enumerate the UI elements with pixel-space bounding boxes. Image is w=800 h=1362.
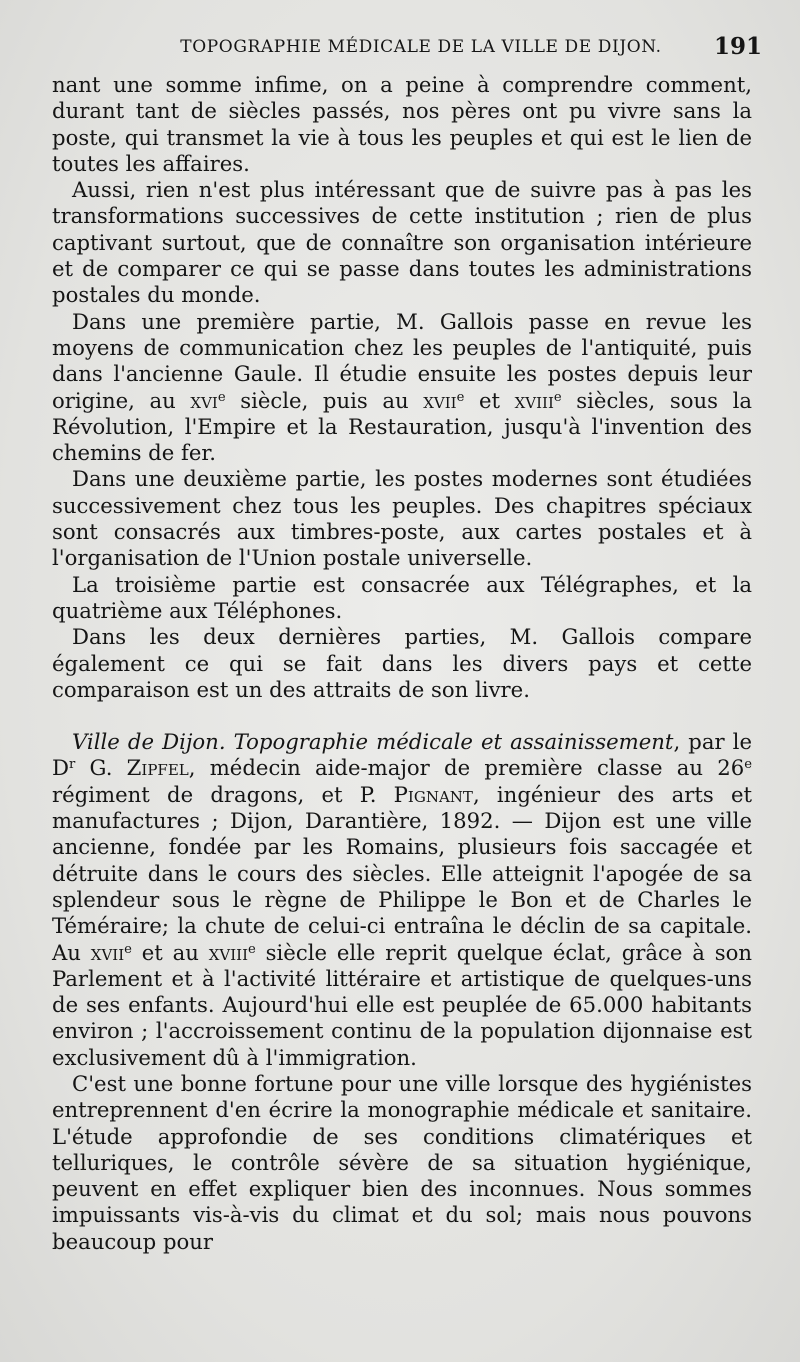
paragraph-review-dijon: [52, 729, 752, 1071]
text-run: et au: [131, 939, 209, 965]
ordinal-superscript: e: [124, 941, 132, 957]
ordinal-superscript: e: [456, 389, 465, 405]
ordinal-superscript: e: [744, 757, 752, 773]
page-number: 191: [713, 33, 762, 60]
ordinal-superscript: e: [248, 941, 256, 957]
paragraph-institution: Aussi, rien n'est plus intéressant que de suivre pas à pas les transformations successives de cette institution ; rien de plus captivant surtout, que de connaître son organisation intérieure et de comparer ce qui se passe dans toutes les administrations postales du monde.: [52, 177, 752, 308]
ordinal-superscript: e: [553, 389, 562, 405]
paragraph-last-parts: Dans les deux dernières parties, M. Gallois compare également ce qui se fait dans les divers pays et cette comparaison est un des attraits de son livre.: [52, 624, 752, 702]
running-title: TOPOGRAPHIE MÉDICALE DE LA VILLE DE DIJON.: [180, 37, 662, 57]
ordinal-superscript: e: [217, 389, 226, 405]
paragraph-continuation: nant une somme infime, on a peine à comprendre comment, durant tant de siècles passés, nos pères ont pu vivre sans la poste, qui transmet la vie à tous les peuples et qui est le lien de toutes les affaires.: [52, 72, 752, 176]
text-run: siècle, puis au: [225, 387, 424, 413]
running-head: [50, 33, 762, 72]
text-run: , par le D: [52, 729, 752, 781]
title-superscript: r: [69, 757, 76, 773]
paragraph-second-part: Dans une deuxième partie, les postes modernes sont étudiées successivement chez tous les peuples. Des chapitres spéciaux sont consacrés aux timbres-poste, aux cartes postales et à l'organisation de l'Union postale universelle.: [52, 466, 752, 571]
text-run: , médecin aide-major de première classe au 26: [188, 755, 745, 781]
body-text: [52, 72, 752, 1255]
author-name: Zipfel: [126, 755, 189, 781]
text-run: et: [464, 387, 515, 413]
century-numeral: xvii: [423, 387, 457, 413]
century-numeral: xvi: [190, 387, 218, 413]
text-run: régiment de dragons, et P.: [52, 781, 394, 807]
text-run: G.: [75, 755, 127, 781]
text-run: siècles, sous la Révolution, l'Empire et la Restauration, jusqu'à l'invention des chemins de fer.: [52, 387, 752, 466]
text-run: Dans une première partie, M. Gallois passe en revue les moyens de communication chez les peuples de l'antiquité, puis dans l'ancienne Gaule. Il étudie ensuite les postes depuis leur origine, au: [52, 308, 752, 413]
text-run: , ingénieur des arts et manufactures ; Dijon, Darantière, 1892. — Dijon est une ville ancienne, fondée par les Romains, plusieurs fois saccagée et détruite dans le cours des siècles. Elle atteignit l'apogée de sa splendeur sous le règne de Philippe le Bon et de Charles le Téméraire; la chute de celui-ci entraîna le déclin de sa capitale. Au: [52, 781, 753, 965]
paragraph-third-part: La troisième partie est consacrée aux Télégraphes, et la quatrième aux Téléphones.: [52, 571, 752, 623]
paragraph-first-part: [52, 309, 752, 467]
paragraph-hygienists: C'est une bonne fortune pour une ville lorsque des hygiénistes entreprennent d'en écrire la monographie médicale et sanitaire. L'étude approfondie de ses conditions climatériques et telluriques, le contrôle sévère de sa situation hygiénique, peuvent en effet expliquer bien des inconnues. Nous sommes impuissants vis-à-vis du climat et du sol; mais nous pouvons beaucoup pour: [52, 1070, 752, 1254]
review-title: Ville de Dijon. Topographie médicale et assainissement: [72, 729, 674, 755]
author-name: Pignant: [393, 781, 473, 807]
century-numeral: xvii: [90, 939, 125, 965]
century-numeral: xviii: [208, 939, 249, 965]
text-run: siècle elle reprit quelque éclat, grâce à son Parlement et à l'activité littéraire et artistique de quelques-uns de ses enfants. Aujourd'hui elle est peuplée de 65.000 habitants environ ; l'accroissement continu de la population dijonnaise est exclusivement dû à l'immigration.: [52, 939, 752, 1070]
century-numeral: xviii: [514, 387, 554, 413]
